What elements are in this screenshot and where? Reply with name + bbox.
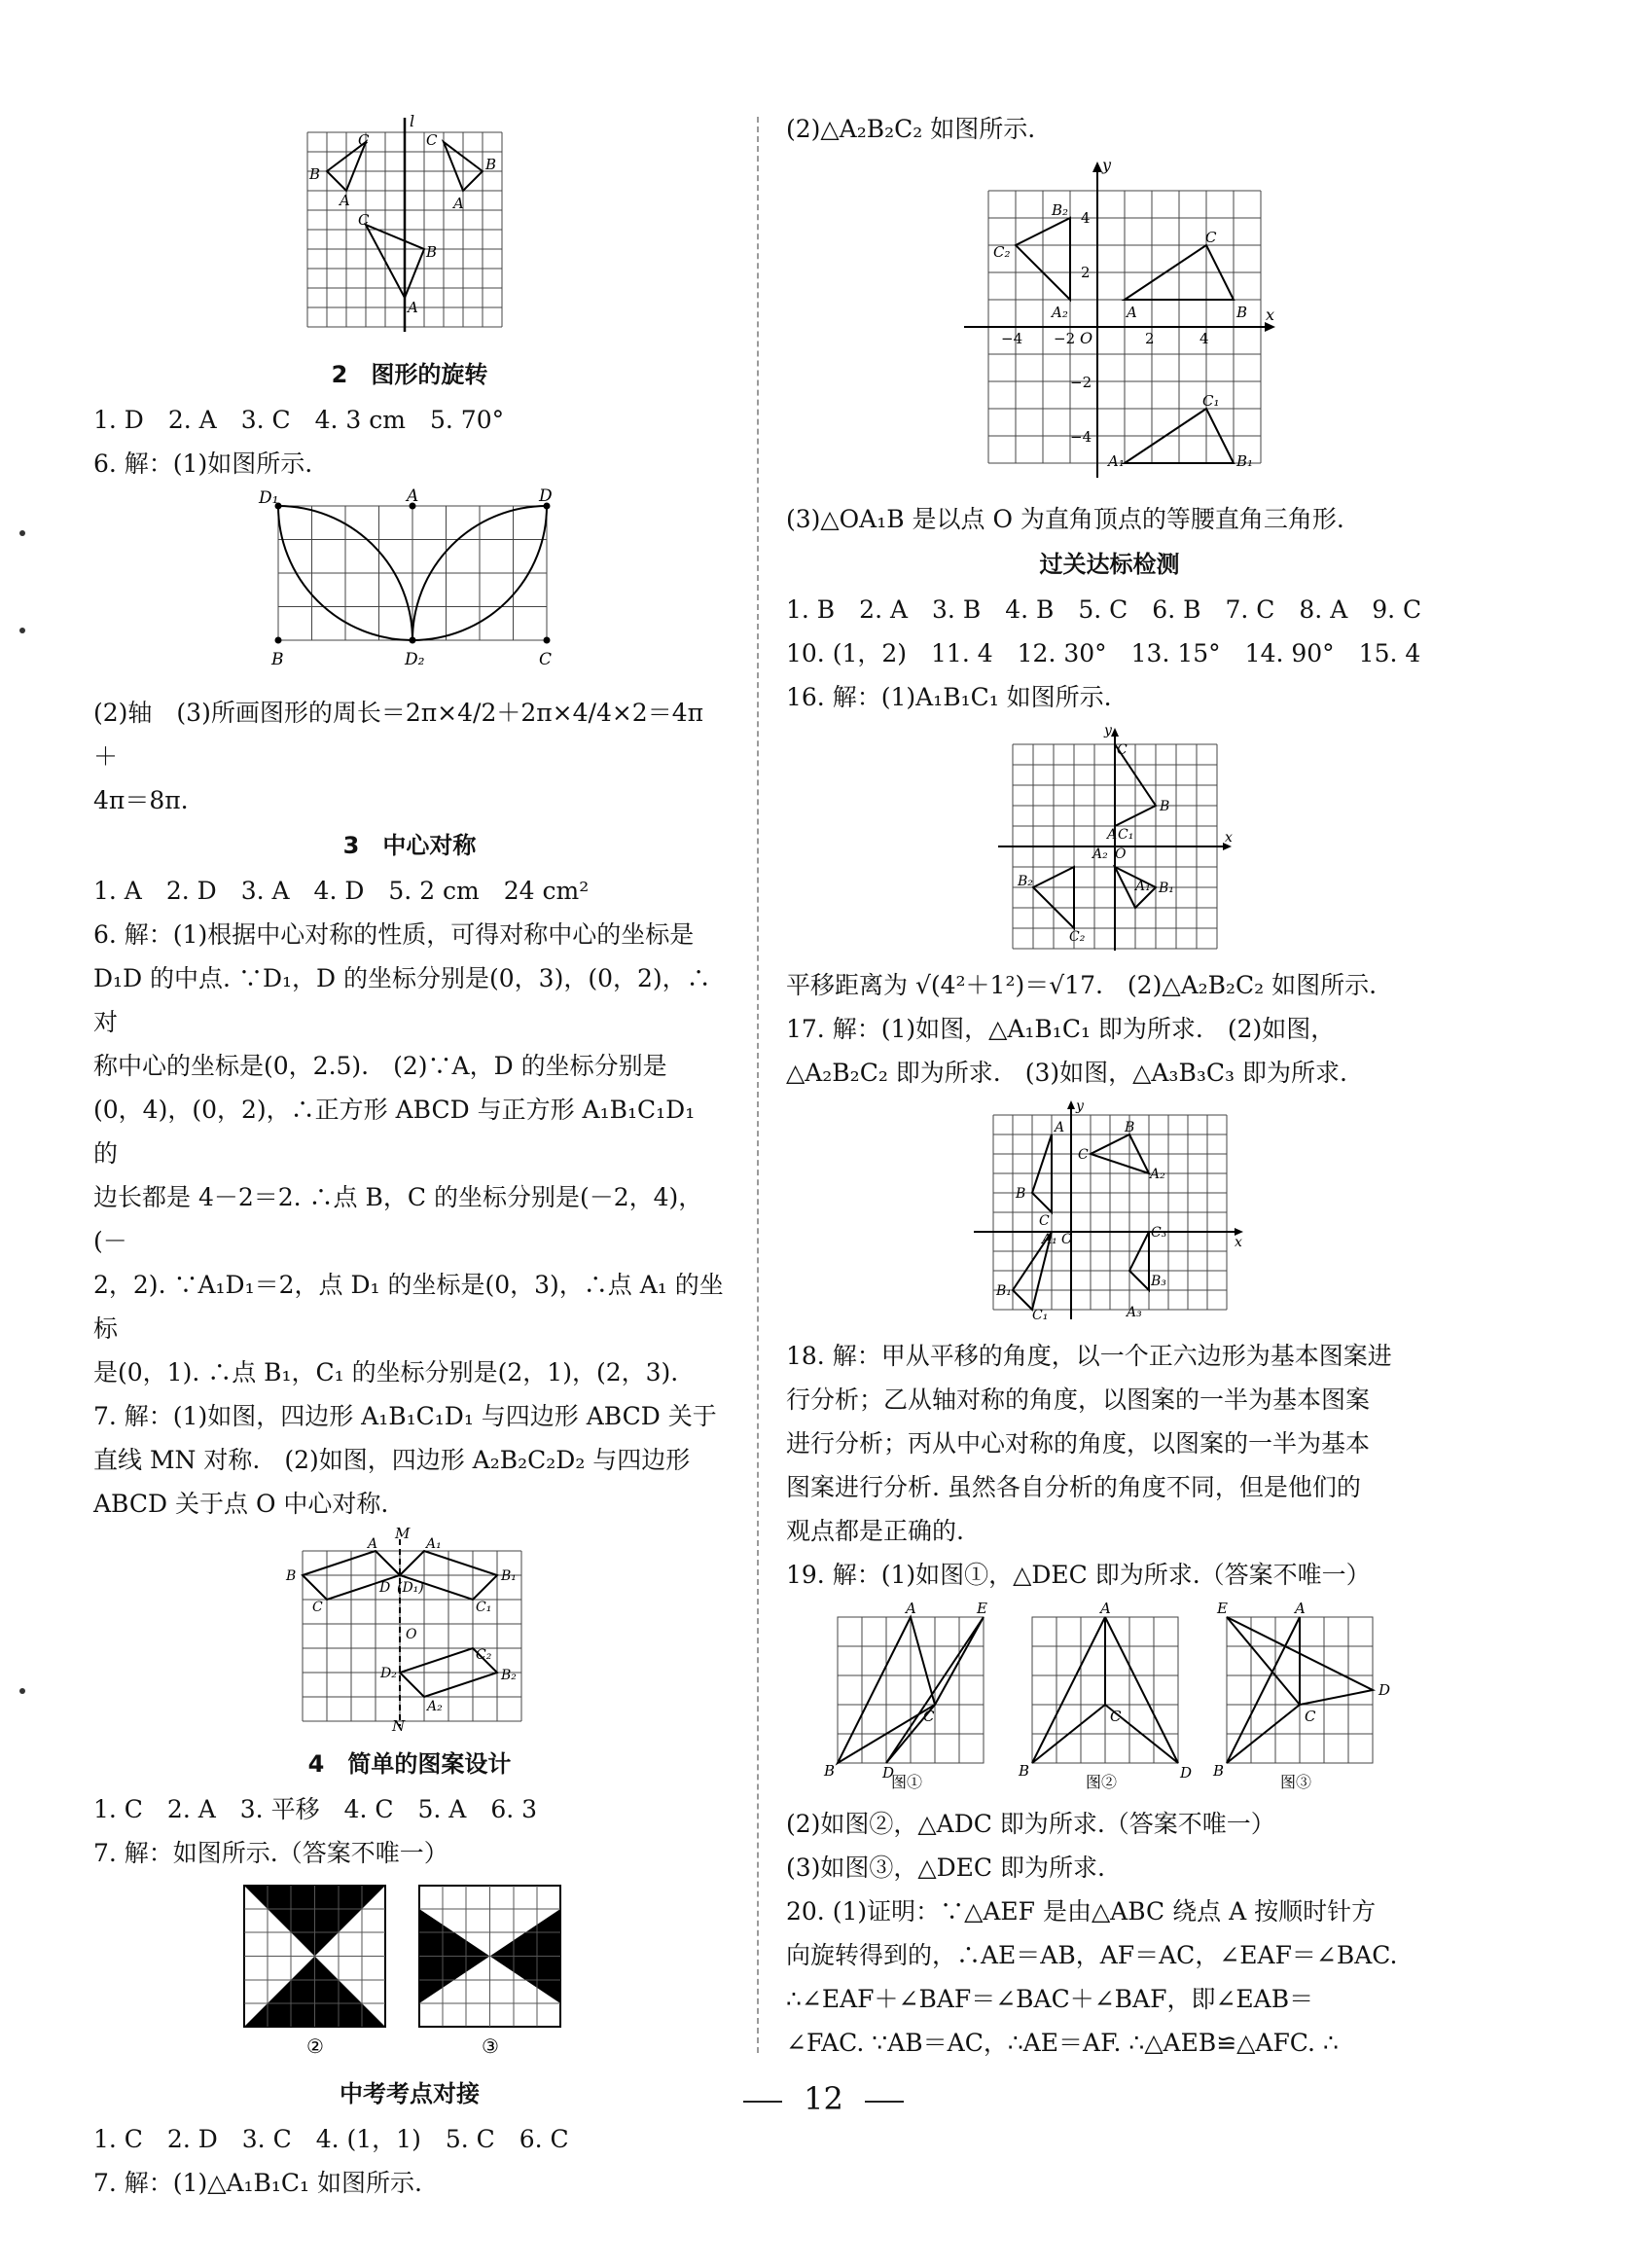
solution-line: 20. (1)证明：∵△AEF 是由△ABC 绕点 A 按顺时针方 (786, 1897, 1377, 1926)
solution-line: 6. 解：(1)如图所示. (93, 450, 313, 478)
section-heading: 过关达标检测 (1039, 551, 1180, 578)
figure-coordinate-1 (786, 157, 1433, 491)
svg-text:B: B (1235, 304, 1247, 321)
figure-coordinate-3 (786, 1100, 1433, 1328)
svg-text:x: x (1265, 306, 1274, 324)
solution-line: 平移距离为 √(4²＋1²)＝√17. (2)△A₂B₂C₂ 如图所示. (786, 971, 1378, 999)
svg-text:B: B (426, 243, 438, 261)
svg-text:C₂: C₂ (1068, 929, 1085, 945)
svg-text:−2: −2 (1069, 374, 1092, 391)
svg-text:C: C (1038, 1213, 1050, 1229)
svg-text:B₁: B₁ (995, 1283, 1012, 1299)
svg-text:A₁: A₁ (1134, 879, 1151, 894)
svg-text:C₂: C₂ (476, 1647, 492, 1663)
solution-line: 7. 解：如图所示.（答案不唯一） (93, 1839, 448, 1867)
svg-text:A₂: A₂ (1149, 1167, 1165, 1182)
svg-text:A: A (1126, 304, 1137, 321)
figure-three-grids (786, 1602, 1433, 1796)
svg-text:B: B (1159, 799, 1169, 814)
solution-line: 行分析；乙从轴对称的角度，以图案的一半为基本图案 (786, 1386, 1371, 1414)
svg-text:A₁: A₁ (1107, 452, 1125, 470)
svg-text:D: D (881, 1764, 894, 1782)
svg-text:D: D (539, 486, 553, 506)
page-number (0, 2080, 1647, 2117)
svg-text:A₁: A₁ (426, 1536, 442, 1552)
answer-line: 1. C 2. A 3. 平移 4. C 5. A 6. 3 (93, 1795, 538, 1823)
svg-text:B: B (309, 165, 321, 183)
svg-text:C: C (358, 211, 370, 229)
svg-text:C: C (1077, 1147, 1089, 1163)
solution-line: (3)如图③，△DEC 即为所求. (786, 1854, 1105, 1882)
svg-text:O: O (406, 1627, 417, 1642)
svg-text:y: y (1101, 156, 1111, 174)
svg-text:x: x (1234, 1235, 1242, 1250)
svg-text:A: A (1054, 1120, 1064, 1135)
svg-text:D: D (1378, 1681, 1390, 1699)
svg-text:A: A (1099, 1600, 1111, 1617)
solution-line: 边长都是 4－2＝2. ∴点 B，C 的坐标分别是(－2，4)，(－ (93, 1183, 703, 1255)
section-heading: 2 图形的旋转 (331, 361, 488, 388)
svg-text:A₂: A₂ (1051, 304, 1068, 321)
svg-text:C: C (1204, 229, 1216, 246)
page-number-value: 12 (804, 2080, 843, 2117)
svg-text:D: D (379, 1580, 391, 1596)
scan-mark (19, 530, 25, 536)
page-number-dash (865, 2101, 904, 2103)
figure-coordinate-2 (786, 725, 1433, 957)
svg-text:C: C (1304, 1708, 1315, 1725)
symmetry-figure (283, 1525, 536, 1735)
svg-text:C: C (1109, 1708, 1121, 1725)
solution-line: 4π＝8π. (93, 786, 189, 814)
answer-line: 1. D 2. A 3. C 4. 3 cm 5. 70° (93, 406, 505, 434)
svg-text:B₂: B₂ (1051, 201, 1068, 219)
figure-caption: 图① (890, 1773, 922, 1791)
answer-line: 1. B 2. A 3. B 4. B 5. C 6. B 7. C 8. A 9. C (786, 595, 1422, 624)
svg-text:B₃: B₃ (1150, 1274, 1166, 1289)
figure-label: ② (306, 2034, 324, 2058)
svg-text:2: 2 (1080, 264, 1091, 281)
svg-text:y: y (1103, 723, 1112, 738)
answer-line: 1. A 2. D 3. A 4. D 5. 2 cm 24 cm² (93, 877, 590, 905)
grid-figure (307, 113, 512, 342)
svg-text:B: B (271, 650, 284, 669)
svg-text:A₂: A₂ (427, 1699, 443, 1714)
svg-text:B₁: B₁ (501, 1568, 517, 1584)
solution-line: 称中心的坐标是(0，2.5). (2)∵A，D 的坐标分别是 (93, 1052, 667, 1080)
svg-text:x: x (1224, 830, 1233, 846)
right-column (786, 107, 1433, 2065)
svg-text:E: E (1216, 1600, 1228, 1617)
svg-text:A: A (408, 299, 418, 316)
svg-text:−4: −4 (1069, 428, 1092, 446)
solution-line: (3)△OA₁B 是以点 O 为直角顶点的等腰直角三角形. (786, 505, 1344, 533)
svg-text:A₂: A₂ (1092, 846, 1108, 862)
section-heading: 3 中心对称 (342, 832, 477, 859)
coordinate-figure (945, 157, 1275, 487)
solution-line: 16. 解：(1)A₁B₁C₁ 如图所示. (786, 683, 1112, 711)
coordinate-figure (984, 725, 1236, 954)
svg-text:2: 2 (1144, 330, 1155, 347)
figure-arcs (93, 486, 726, 685)
svg-text:A: A (368, 1536, 378, 1552)
solution-line: D₁D 的中点. ∵D₁，D 的坐标分别是(0，3)，(0，2)，∴对 (93, 964, 711, 1036)
svg-text:C₁: C₁ (476, 1600, 492, 1615)
svg-text:−4: −4 (1000, 330, 1022, 347)
solution-line: 6. 解：(1)根据中心对称的性质，可得对称中心的坐标是 (93, 920, 695, 949)
svg-text:C₂: C₂ (992, 243, 1010, 261)
svg-text:B: B (1018, 1762, 1029, 1780)
solution-line: 直线 MN 对称. (2)如图，四边形 A₂B₂C₂D₂ 与四边形 (93, 1446, 691, 1474)
solution-line: 7. 解：(1)如图，四边形 A₁B₁C₁D₁ 与四边形 ABCD 关于 (93, 1402, 717, 1430)
solution-line: ∴∠EAF＋∠BAF＝∠BAC＋∠BAF，即∠EAB＝ (786, 1985, 1314, 2013)
svg-text:D₂: D₂ (405, 650, 425, 669)
solution-line: (2)△A₂B₂C₂ 如图所示. (786, 115, 1036, 143)
triangle-grid-figure (818, 1602, 1402, 1792)
pattern-figure (234, 1881, 585, 2061)
svg-text:M: M (395, 1525, 411, 1542)
scan-mark (19, 628, 25, 633)
svg-text:l: l (410, 112, 415, 130)
svg-text:B: B (823, 1762, 835, 1780)
svg-text:C: C (358, 131, 370, 149)
solution-line: 进行分析；丙从中心对称的角度，以图案的一半为基本 (786, 1429, 1371, 1458)
solution-line: (2)轴 (3)所画图形的周长＝2π×4/2＋2π×4/4×2＝4π＋ (93, 699, 704, 771)
svg-text:A: A (1106, 827, 1117, 843)
solution-line: 观点都是正确的. (786, 1517, 964, 1545)
page-number-dash (743, 2101, 782, 2103)
svg-text:B₁: B₁ (1158, 881, 1174, 896)
solution-line: 17. 解：(1)如图，△A₁B₁C₁ 即为所求. (2)如图， (786, 1015, 1336, 1043)
svg-text:(D₁): (D₁) (397, 1580, 424, 1596)
svg-text:C₁: C₁ (1031, 1308, 1048, 1323)
svg-text:D₁: D₁ (259, 488, 279, 508)
svg-text:A₁: A₁ (1041, 1232, 1057, 1247)
svg-text:B: B (286, 1568, 297, 1584)
svg-text:C: C (312, 1600, 323, 1615)
svg-text:A: A (1294, 1600, 1306, 1617)
solution-line: ∠FAC. ∵AB＝AC，∴AE＝AF. ∴△AEB≌△AFC. ∴ (786, 2029, 1339, 2057)
svg-text:C: C (426, 131, 438, 149)
svg-text:C₁: C₁ (1117, 827, 1133, 843)
solution-line: 是(0，1). ∴点 B₁，C₁ 的坐标分别是(2，1)，(2，3). (93, 1358, 679, 1386)
svg-text:A: A (453, 195, 464, 212)
solution-line: 2，2). ∵A₁D₁＝2，点 D₁ 的坐标是(0，3)，∴点 A₁ 的坐标 (93, 1271, 724, 1343)
solution-line: (2)如图②，△ADC 即为所求.（答案不唯一） (786, 1810, 1275, 1838)
scan-mark (19, 1688, 25, 1694)
coordinate-figure (969, 1100, 1251, 1324)
svg-text:C: C (922, 1708, 934, 1725)
solution-line: 向旋转得到的，∴AE＝AB，AF＝AC，∠EAF＝∠BAC. (786, 1941, 1398, 1969)
figure-mn-symmetry (93, 1525, 726, 1735)
svg-text:C₃: C₃ (1150, 1225, 1166, 1241)
svg-text:B₁: B₁ (1235, 452, 1253, 470)
section-heading: 中考考点对接 (340, 2080, 480, 2107)
answer-line: 1. C 2. D 3. C 4. (1，1) 5. C 6. C (93, 2125, 569, 2153)
pattern-3 (419, 1886, 560, 2027)
grid-fig1 (838, 1617, 984, 1763)
figure-reflection-grid (93, 113, 726, 345)
figure-patterns (93, 1881, 726, 2065)
svg-text:D₂: D₂ (380, 1666, 397, 1681)
pattern-2 (244, 1886, 385, 2027)
arc-figure (259, 486, 555, 681)
svg-text:−2: −2 (1053, 330, 1075, 347)
svg-text:A: A (905, 1600, 916, 1617)
svg-text:C: C (539, 650, 553, 669)
figure-caption: 图② (1085, 1773, 1117, 1791)
svg-text:A₃: A₃ (1126, 1305, 1142, 1320)
answer-line: 10. (1，2) 11. 4 12. 30° 13. 15° 14. 90° 15. 4 (786, 639, 1421, 667)
svg-text:A: A (340, 192, 350, 209)
solution-line: 图案进行分析. 虽然各自分析的角度不同，但是他们的 (786, 1473, 1361, 1501)
svg-text:O: O (1079, 329, 1092, 347)
svg-text:4: 4 (1080, 209, 1091, 227)
column-divider (757, 117, 759, 2053)
left-column (93, 107, 726, 2205)
solution-line: (0，4)，(0，2)，∴正方形 ABCD 与正方形 A₁B₁C₁D₁ 的 (93, 1096, 696, 1168)
svg-text:D: D (1179, 1764, 1192, 1782)
section-heading: 4 简单的图案设计 (307, 1750, 512, 1778)
figure-caption: 图③ (1279, 1773, 1311, 1791)
svg-text:O: O (1060, 1232, 1072, 1247)
svg-text:4: 4 (1199, 330, 1209, 347)
solution-line: 19. 解：(1)如图①，△DEC 即为所求.（答案不唯一） (786, 1561, 1371, 1589)
svg-text:B: B (1124, 1120, 1134, 1135)
svg-text:C₁: C₁ (1201, 392, 1219, 410)
svg-text:O: O (1114, 846, 1126, 862)
solution-line: 18. 解：甲从平移的角度，以一个正六边形为基本图案进 (786, 1342, 1392, 1370)
svg-text:C: C (1116, 742, 1128, 758)
svg-text:B: B (1015, 1186, 1025, 1202)
svg-text:B₂: B₂ (1017, 874, 1033, 889)
svg-text:E: E (976, 1600, 987, 1617)
solution-line: 7. 解：(1)△A₁B₁C₁ 如图所示. (93, 2169, 422, 2197)
svg-text:N: N (392, 1717, 406, 1735)
svg-text:B: B (1212, 1762, 1224, 1780)
solution-line: ABCD 关于点 O 中心对称. (93, 1490, 389, 1518)
solution-line: △A₂B₂C₂ 即为所求. (3)如图，△A₃B₃C₃ 即为所求. (786, 1059, 1347, 1087)
figure-label: ③ (482, 2034, 499, 2058)
svg-text:y: y (1075, 1098, 1084, 1114)
svg-text:B: B (485, 156, 497, 173)
svg-text:B₂: B₂ (501, 1668, 517, 1683)
svg-text:A: A (407, 486, 419, 506)
